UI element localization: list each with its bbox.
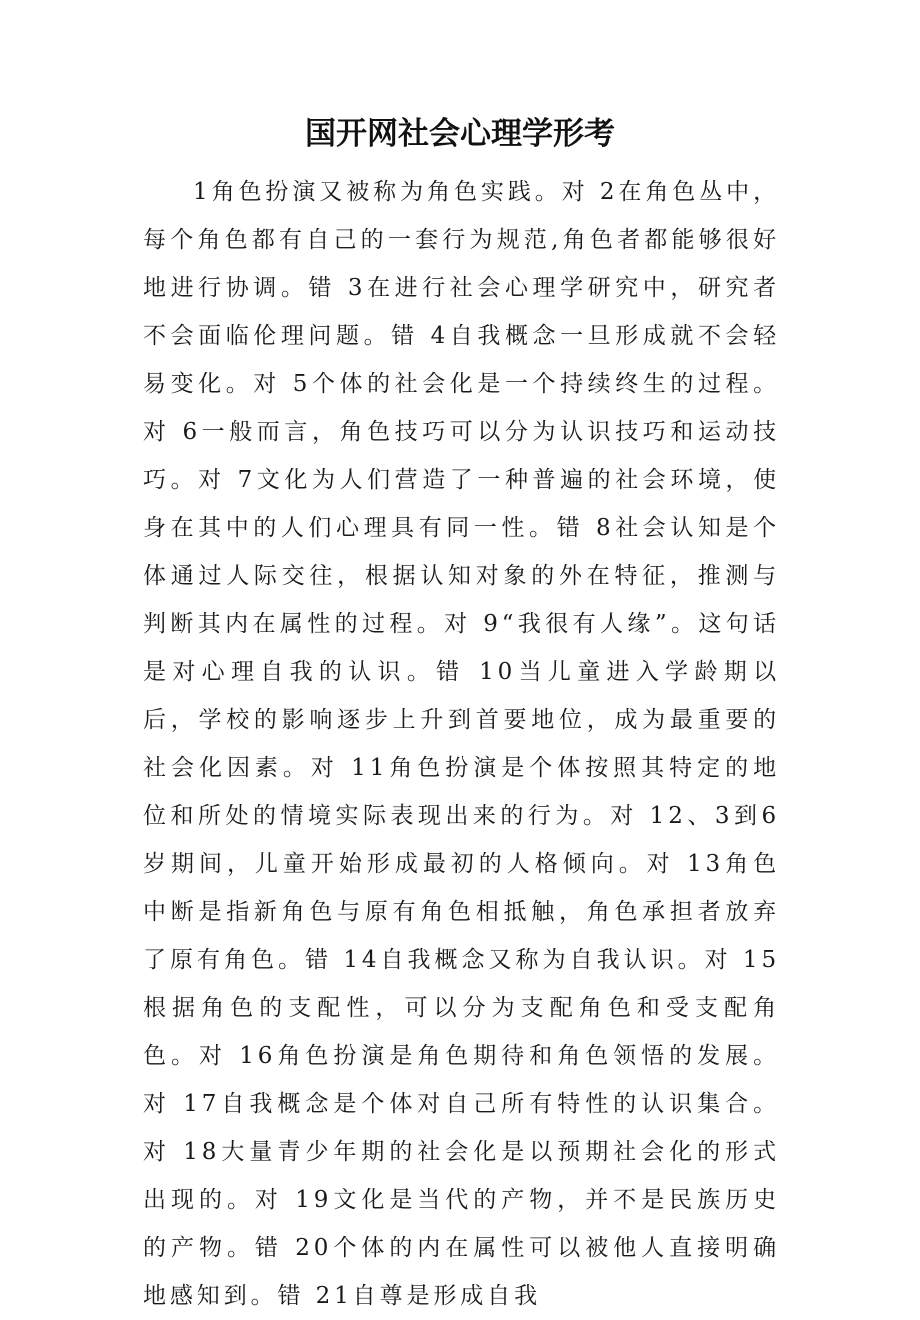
- document-title: 国开网社会心理学形考: [305, 116, 615, 152]
- document-body-paragraph: 1角色扮演又被称为角色实践。对 2在角色丛中，每个角色都有自己的一套行为规范,角色者都能够很好地进行协调。错 3在进行社会心理学研究中，研究者不会面临伦理问题。错 4自我概念一旦形成就不会轻易变化。对 5个体的社会化是一个持续终生的过程。对 6一般而言，角色技巧可以分为认识技巧和运动技巧。对 7文化为人们营造了一种普遍的社会环境，使身在其中的人们心理具有同一性。错 8社会认知是个体通过人际交往，根据认知对象的外在特征，推测与判断其内在属性的过程。对 9“我很有人缘”。这句话是对心理自我的认识。错 10当儿童进入学龄期以后，学校的影响逐步上升到首要地位，成为最重要的社会化因素。对 11角色扮演是个体按照其特定的地位和所处的情境实际表现出来的行为。对 12、3到6岁期间，儿童开始形成最初的人格倾向。对 13角色中断是指新角色与原有角色相抵触，角色承担者放弃了原有角色。错 14自我概念又称为自我认识。对 15根据角色的支配性，可以分为支配角色和受支配角色。对 16角色扮演是角色期待和角色领悟的发展。对 17自我概念是个体对自己所有特性的认识集合。对 18大量青少年期的社会化是以预期社会化的形式出现的。对 19文化是当代的产物，并不是民族历史的产物。错 20个体的内在属性可以被他人直接明确地感知到。错 21自尊是形成自我: [143, 179, 780, 1309]
